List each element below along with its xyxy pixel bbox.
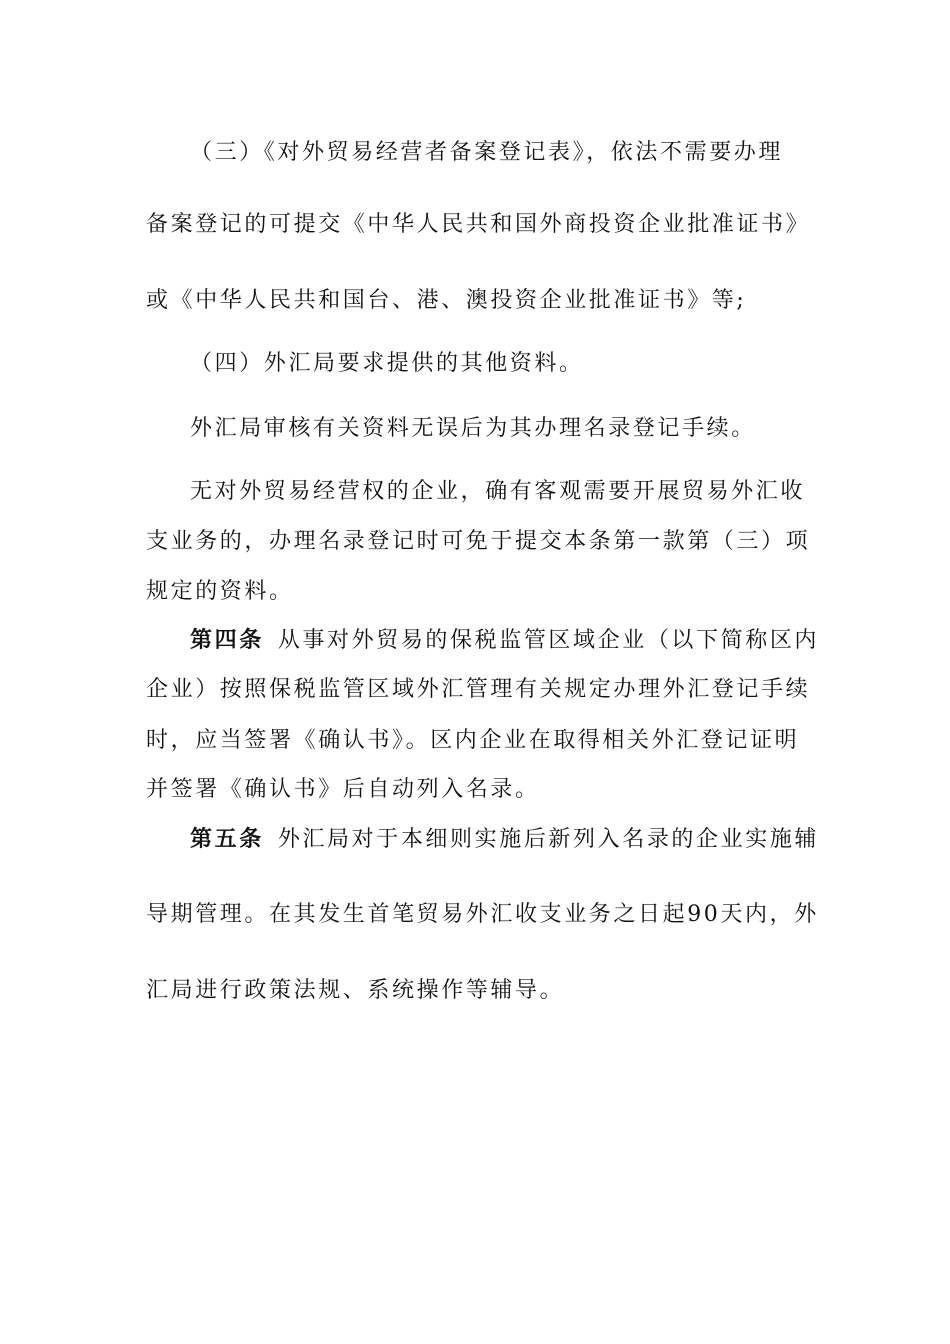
paragraph-text: 从事对外贸易的保税监管区域企业（以下简称区内 (277, 628, 820, 653)
article-5-first-line (190, 824, 819, 855)
paragraph-line: 外汇局审核有关资料无误后为其办理名录登记手续。 (190, 416, 756, 441)
article-5-heading: 第五条 (190, 826, 264, 852)
article-4-heading: 第四条 (190, 627, 264, 653)
paragraph-line: 备案登记的可提交《中华人民共和国外商投资企业批准证书》 (146, 212, 811, 237)
paragraph-line: 汇局进行政策法规、系统操作等辅导。 (146, 978, 565, 1003)
paragraph-line: 或《中华人民共和国台、港、澳投资企业批准证书》等; (146, 288, 747, 313)
article-4-first-line (190, 625, 819, 656)
paragraph-line: 导期管理。在其发生首笔贸易外汇收支业务之日起90天内，外 (146, 902, 819, 927)
paragraph-line: （三）《对外贸易经营者备案登记表》，依法不需要办理 (190, 140, 784, 165)
paragraph-line: 规定的资料。 (146, 579, 294, 604)
paragraph-line: （四）外汇局要求提供的其他资料。 (190, 351, 584, 376)
paragraph-line: 无对外贸易经营权的企业，确有客观需要开展贸易外汇收 (190, 479, 806, 504)
paragraph-text: 外汇局对于本细则实施后新列入名录的企业实施辅 (277, 827, 820, 852)
paragraph-line: 企业）按照保税监管区域外汇管理有关规定办理外汇登记手续 (146, 677, 811, 702)
paragraph-line: 时，应当签署《确认书》。区内企业在取得相关外汇登记证明 (146, 728, 800, 753)
paragraph-line: 支业务的，办理名录登记时可免于提交本条第一款第（三）项 (146, 529, 811, 554)
paragraph-line: 并签署《确认书》后自动列入名录。 (146, 777, 540, 802)
